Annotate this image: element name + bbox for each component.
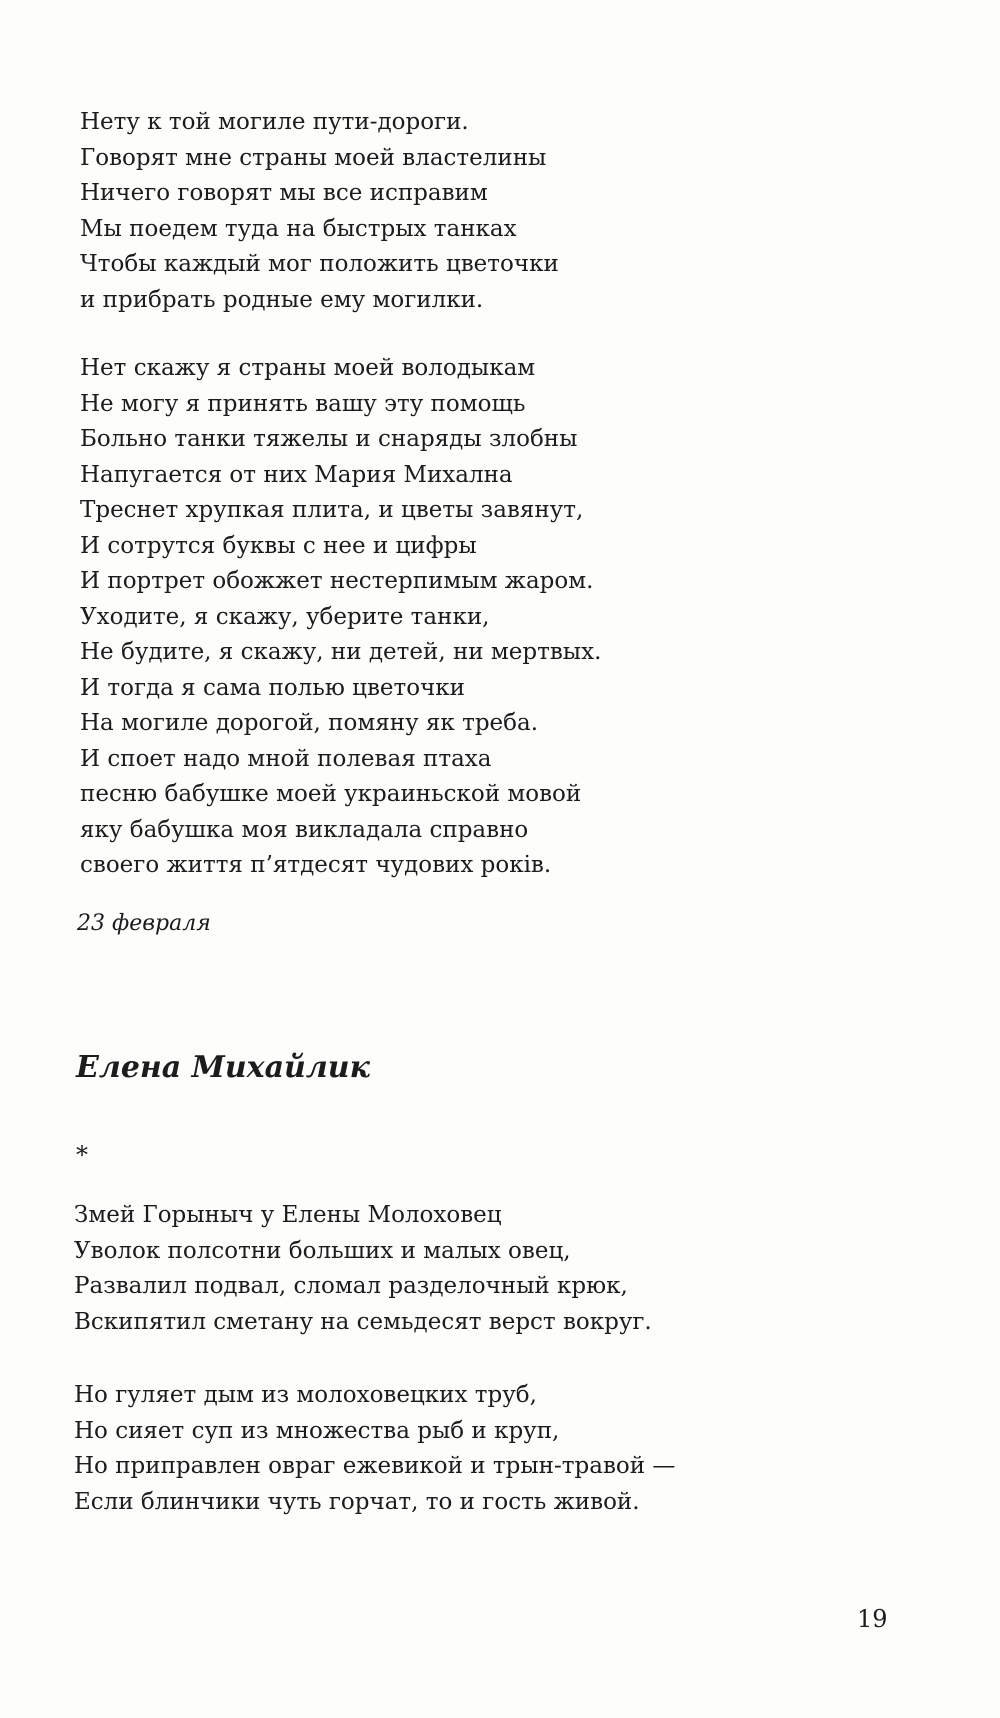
poem-date: 23 февраля <box>77 911 211 936</box>
poem-line: Уволок полсотни больших и малых овец, <box>74 1237 571 1264</box>
poem-line: и прибрать родные ему могилки. <box>80 286 484 313</box>
poem-stanza <box>74 1378 675 1520</box>
poem-line: Но гуляет дым из молоховецких труб, <box>74 1382 537 1408</box>
poem-stanza <box>80 105 559 318</box>
poem-stanza <box>80 351 601 884</box>
page-number: 19 <box>857 1605 888 1633</box>
poem-line: Треснет хрупкая плита, и цветы завянут, <box>80 497 584 523</box>
poem-line: На могиле дорогой, помяну як треба. <box>80 710 539 736</box>
poem-line: И сотрутся буквы с нее и цифры <box>80 532 477 559</box>
poem-line: Чтобы каждый мог положить цветочки <box>80 251 559 277</box>
poem-line: И портрет обожжет нестерпимым жаром. <box>80 568 594 594</box>
poem-line: Развалил подвал, сломал разделочный крюк, <box>74 1273 628 1299</box>
poem-line: Но приправлен овраг ежевикой и трын-травой — <box>74 1453 676 1479</box>
poem-line: своего життя п’ятдесят чудових років. <box>80 852 552 878</box>
poem-asterisk-marker: * <box>76 1141 88 1169</box>
poem-line: Ничего говорят мы все исправим <box>80 180 488 206</box>
poem-line: Змей Горыныч у Елены Молоховец <box>74 1202 502 1228</box>
poem-line: Нету к той могиле пути-дороги. <box>80 109 469 135</box>
poem-line: Нет скажу я страны моей володыкам <box>80 355 536 381</box>
poem-line: Напугается от них Мария Михална <box>80 461 513 488</box>
poem-stanza <box>74 1198 652 1340</box>
poem-line: яку бабушка моя викладала справно <box>80 816 529 843</box>
poem-line: Если блинчики чуть горчат, то и гость живой. <box>74 1488 640 1515</box>
poem-line: песню бабушке моей украиньской мовой <box>80 781 582 807</box>
poem-line: Вскипятил сметану на семьдесят верст вокруг. <box>74 1308 652 1335</box>
poem-line: Мы поедем туда на быстрых танках <box>80 215 517 242</box>
poem-line: Не могу я принять вашу эту помощь <box>80 390 526 417</box>
poem-line: Уходите, я скажу, уберите танки, <box>80 603 490 630</box>
poem-line: Но сияет суп из множества рыб и круп, <box>74 1417 560 1444</box>
poem-line: Больно танки тяжелы и снаряды злобны <box>80 426 578 452</box>
poem-line: И тогда я сама полью цветочки <box>80 674 465 701</box>
poem-line: Не будите, я скажу, ни детей, ни мертвых. <box>80 639 602 665</box>
poem-line: Говорят мне страны моей властелины <box>80 144 547 171</box>
author-heading: Елена Михайлик <box>76 1050 370 1085</box>
poem-line: И споет надо мной полевая птаха <box>80 745 492 772</box>
